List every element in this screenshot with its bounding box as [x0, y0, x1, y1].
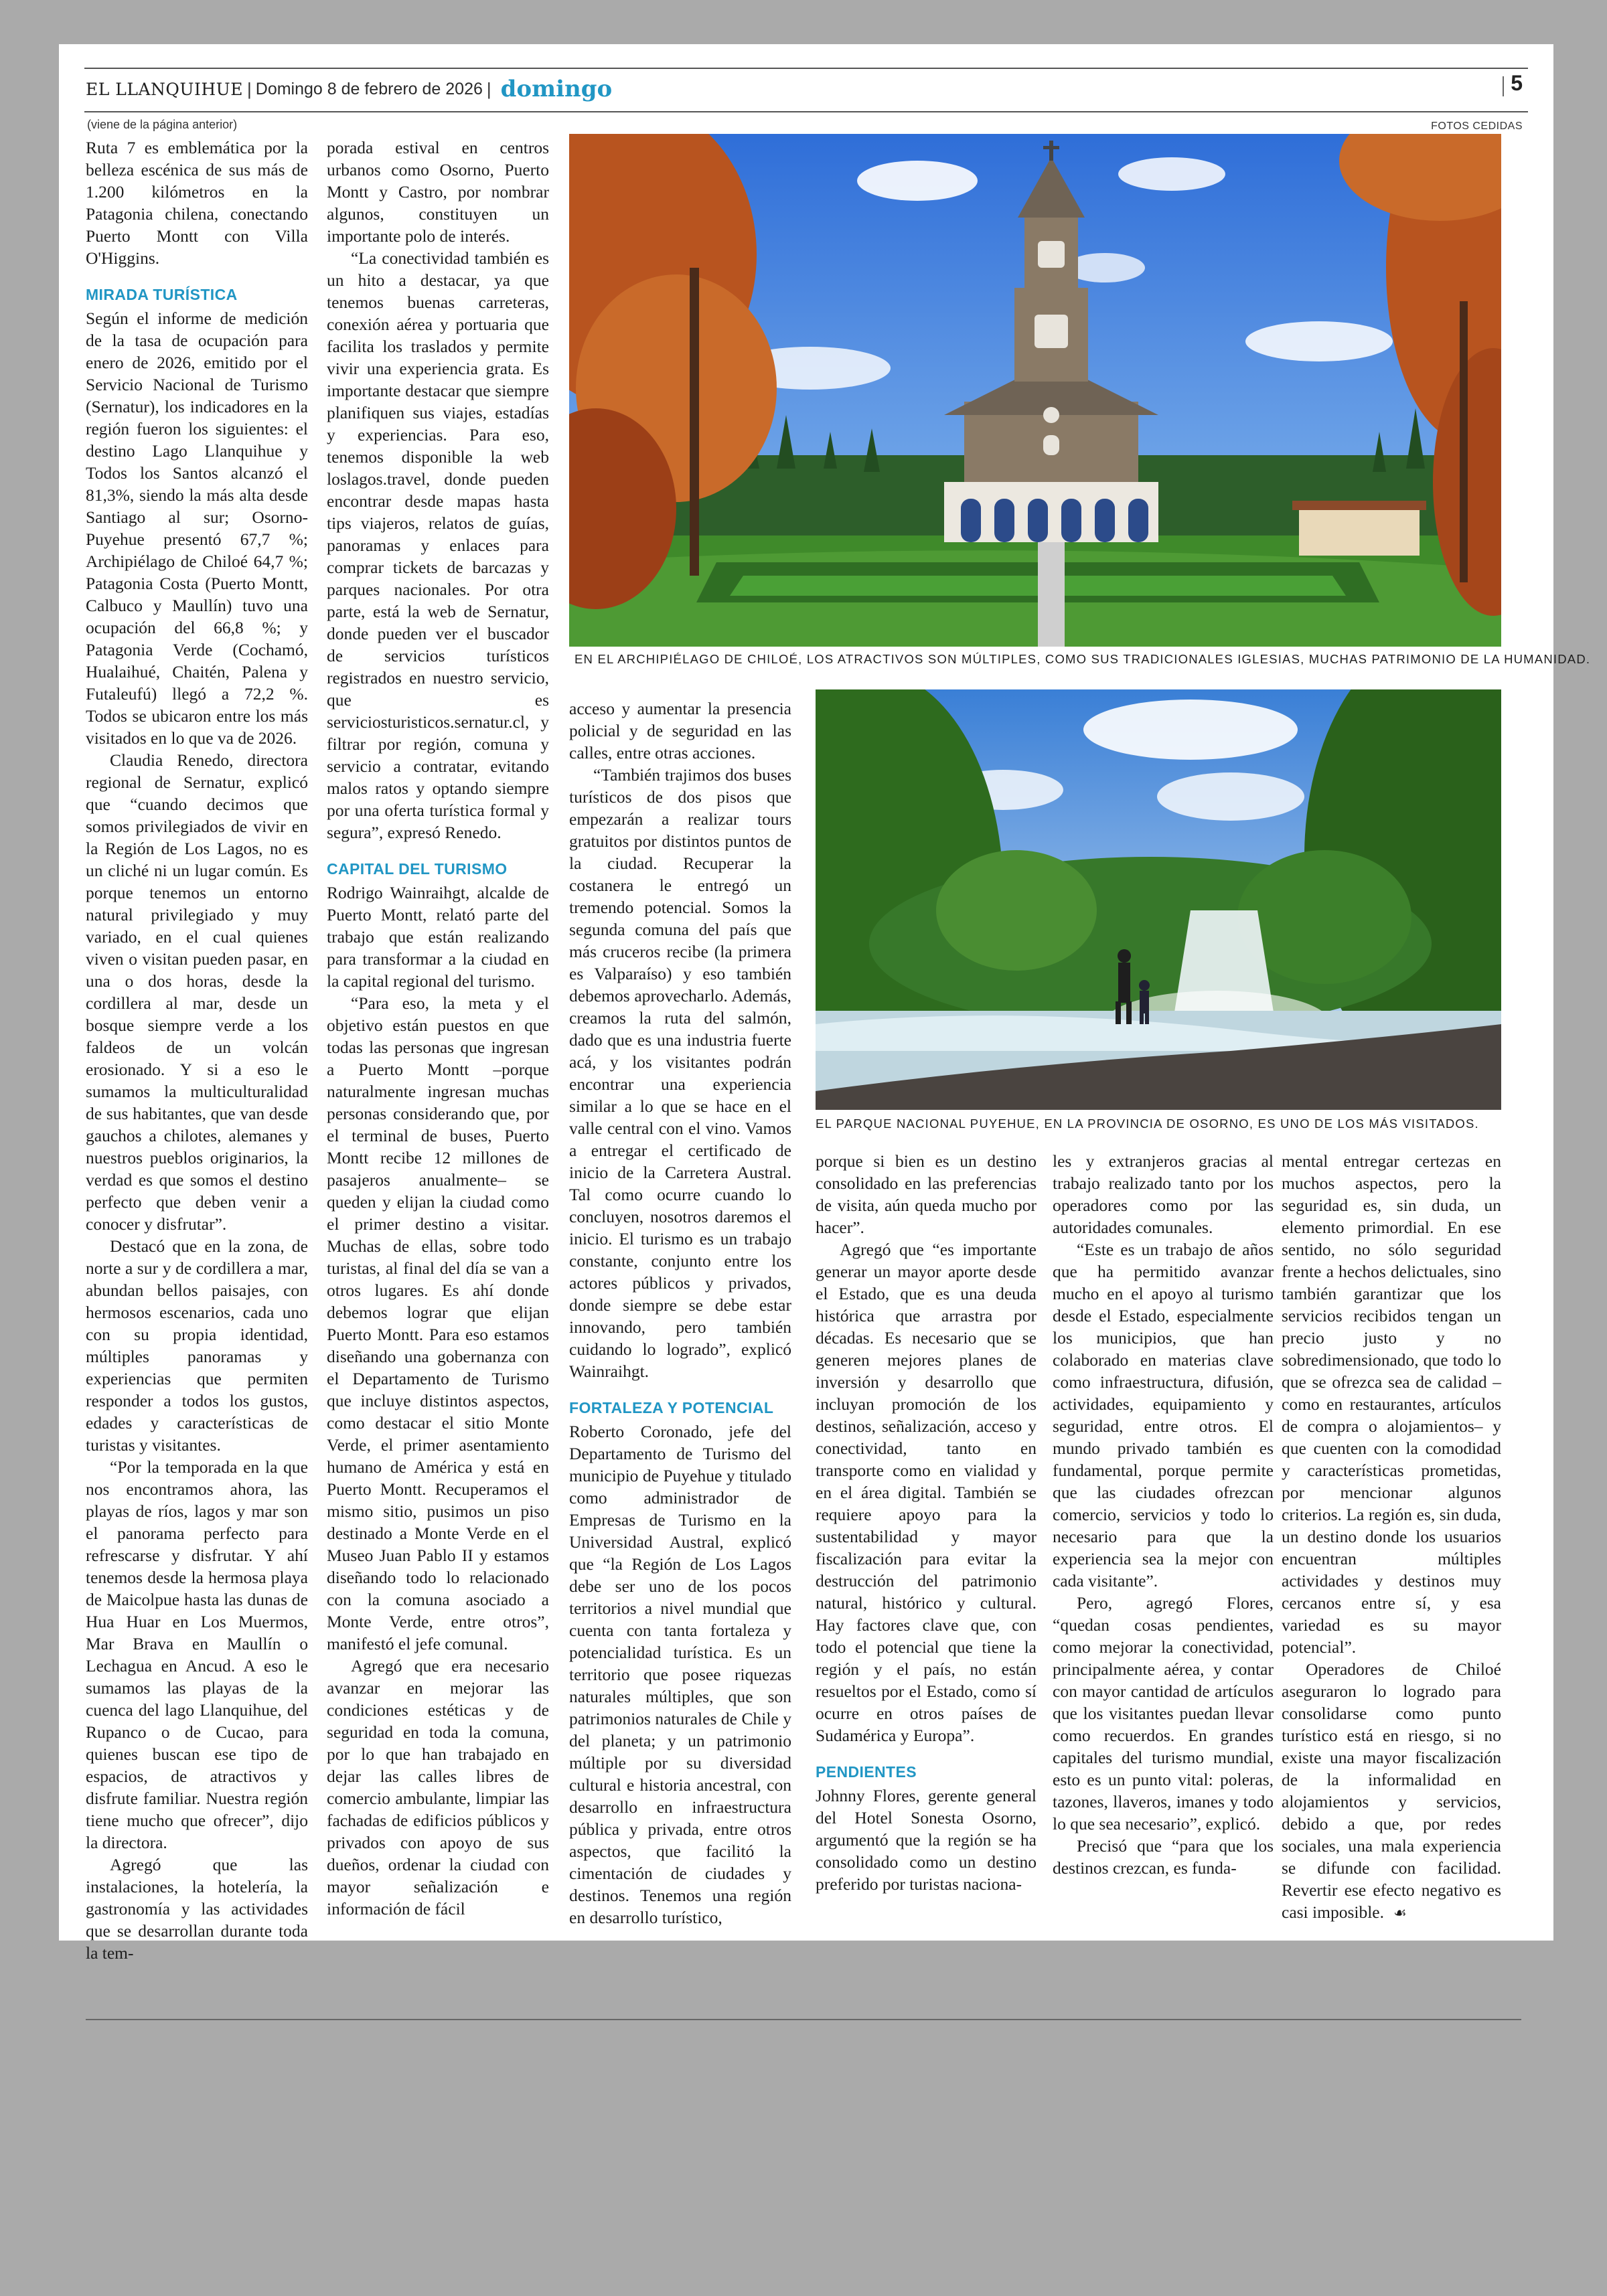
- paragraph: mental entregar certezas en muchos aspectos, pero la seguridad es, sin duda, un elemento primordial. En ese sentido, no sólo seguridad frente a hechos delictuales, sino también garantizar que los servicios recibidos tengan un precio justo y no sobredimensionado, que todo lo que se ofrezca sea de calidad –como en restaurantes, artículos de compra o alojamientos– y que cuenten con la comodidad y características prometidas, por mencionar algunos criterios. La región es, sin duda, un destino donde los usuarios encuentran múltiples actividades y destinos muy cercanos entre sí, y esa variedad es su mayor potencial”.: [1282, 1151, 1501, 1657]
- section-name: domingo: [500, 76, 613, 102]
- article-column-5: [1053, 1150, 1274, 1879]
- paragraph: Ruta 7 es emblemática por la belleza escénica de sus más de 1.200 kilómetros en la Patagonia chilena, conectando Puerto Montt con Villa O'Higgins.: [86, 138, 308, 268]
- header-separator: |: [486, 78, 491, 99]
- newspaper-page: [59, 44, 1591, 1963]
- paragraph: “La conectividad también es un hito a destacar, ya que tenemos buenas carreteras, conexión aérea y portuaria que facilita los traslados y permite vivir una experiencia grata. Es importante destacar que siempre planifiquen sus viajes, estadías y experiencias. Para eso, tenemos disponible la web loslagos.travel, donde pueden encontrar desde mapas hasta tips viajeros, relatos de guías, panoramas y enlaces para comprar tickets de barcazas y parques nacionales. Por otra parte, está la web de Sernatur, donde pueden ver el buscador de servicios turísticos registrados en nuestro servicio, que es serviciosturisticos.sernatur.cl, y filtrar por región, comuna y servicio a contratar, evitando malos ratos y optando siempre por una oferta turística formal y segura”, expresó Renedo.: [327, 248, 549, 842]
- subheading-mirada-turistica: MIRADA TURÍSTICA: [86, 286, 238, 303]
- header-rule-top: [84, 68, 1528, 69]
- paragraph-text: Operadores de Chiloé aseguraron lo logrado para consolidarse como punto turístico está en riesgo, si no existe una mayor fiscalización de la informalidad en alojamientos y servicios, debido a que, por redes sociales, una mala experiencia se difunde con facilidad. Revertir ese efecto negativo es casi imposible.: [1282, 1659, 1501, 1922]
- subheading-fortaleza-y-potencial: FORTALEZA Y POTENCIAL: [569, 1399, 774, 1416]
- article-column-3: [569, 698, 791, 1929]
- paragraph: Roberto Coronado, jefe del Departamento de Turismo del municipio de Puyehue y titulado como administrador de Empresas de Turismo en la Universidad Austral, explicó que “la Región de Los Lagos debe ser uno de los pocos territorios a nivel mundial que cuenta con tanta fortaleza y potencialidad turística. Es un territorio que posee riquezas naturales múltiples, que son patrimonios naturales de Chile y del planeta; y un patrimonio múltiple por su diversidad cultural e historia ancestral, con desarrollo en infraestructura pública y privada, entre otros aspectos, que facilitó la cimentación de ciudades y destinos. Tenemos una región en desarrollo turístico,: [569, 1422, 791, 1927]
- paragraph: Precisó que “para que los destinos crezcan, es funda-: [1053, 1836, 1274, 1878]
- subheading-pendientes: PENDIENTES: [816, 1763, 917, 1781]
- issue-date: Domingo 8 de febrero de 2026: [255, 79, 483, 98]
- paragraph: porada estival en centros urbanos como Osorno, Puerto Montt y Castro, por nombrar algunos, constituyen un importante polo de interés.: [327, 138, 549, 246]
- page-number: 5: [1511, 71, 1523, 95]
- church-photo-caption: EN EL ARCHIPIÉLAGO DE CHILOÉ, LOS ATRACTIVOS SON MÚLTIPLES, COMO SUS TRADICIONALES IGLESIAS, MUCHAS PATRIMONIO DE LA HUMANIDAD.: [575, 652, 1591, 666]
- paragraph: Destacó que en la zona, de norte a sur y de cordillera a mar, abundan bellos paisajes, con hermosos escenarios, cada uno con su propia identidad, múltiples panoramas y experiencias que permiten responder a todos los gustos, edades y características de turistas y visitantes.: [86, 1236, 308, 1455]
- paragraph: porque si bien es un destino consolidado en las preferencias de visita, aún queda mucho por hacer”.: [816, 1151, 1037, 1237]
- church-photo: [569, 134, 1501, 647]
- article-column-4: [816, 1150, 1037, 1895]
- paragraph: [1282, 1658, 1501, 1924]
- paragraph: Rodrigo Wainraihgt, alcalde de Puerto Montt, relató parte del trabajo que están realizando para transformar a la ciudad en la capital regional del turismo.: [327, 883, 549, 991]
- article-column-2: [327, 137, 549, 1920]
- paragraph: Agregó que era necesario avanzar en mejorar las condiciones estéticas y de seguridad en toda la comuna, por lo que han trabajado en dejar las calles libres de comercio ambulante, limpiar las fachadas de edificios públicos y privados con apoyo de sus dueños, ordenar la ciudad con mayor señalización e información de fácil: [327, 1656, 549, 1918]
- paragraph: Agregó que las instalaciones, la hotelería, la gastronomía y las actividades que se desarrollan durante toda la tem-: [86, 1855, 308, 1963]
- paragraph: acceso y aumentar la presencia policial y de seguridad en las calles, entre otras acciones.: [569, 699, 791, 762]
- paragraph: Claudia Renedo, directora regional de Sernatur, explicó que “cuando decimos que somos privilegiados de vivir en la Región de Los Lagos, no es un cliché ni un lugar común. Es porque tenemos un entorno natural privilegiado y muy variado, en el cual quienes viven o visitan pueden pasar, en una o dos horas, desde la cordillera al mar, desde un bosque siempre verde a los faldeos de un volcán erosionado. Y si a eso le sumamos la multiculturalidad de sus habitantes, que van desde gauchos a chilotes, alemanes y nuestros pueblos originarios, la verdad es que somos el destino perfecto que deben venir a conocer y disfrutar”.: [86, 750, 308, 1234]
- newspaper-name: EL LLANQUIHUE: [86, 79, 243, 99]
- paragraph: Según el informe de medición de la tasa de ocupación para enero de 2026, emitido por el Servicio Nacional de Turismo (Sernatur), los indicadores en la región fueron los siguientes: el destino Lago Llanquihue y Todos los Santos alcanzó el 81,3%, siendo la más alta desde Santiago al sur; Osorno-Puyehue presentó 67,7 %; Archipiélago de Chiloé 64,7 %; Patagonia Costa (Puerto Montt, Calbuco y Maullín) tuvo una ocupación del 66,8 %; y Patagonia Verde (Cochamó, Hualaihué, Chaitén, Palena y Futaleufú) llegó a 72,2 %. Todos se ubicaron entre los más visitados en lo que va de 2026.: [86, 309, 308, 748]
- end-of-article-mark: ☙: [1393, 1905, 1407, 1922]
- article-column-1: [86, 137, 308, 1964]
- subheading-capital-del-turismo: CAPITAL DEL TURISMO: [327, 860, 508, 878]
- article-column-6: [1282, 1150, 1501, 1924]
- header-rule-bottom: [84, 111, 1528, 112]
- viewer-divider: [86, 2019, 1521, 2020]
- header-separator: |: [247, 78, 252, 99]
- photo-credit: FOTOS CEDIDAS: [1431, 120, 1523, 132]
- continued-note: (viene de la página anterior): [87, 118, 238, 131]
- paragraph: “Para eso, la meta y el objetivo están puestos en que todas las personas que ingresan a Puerto Montt –porque naturalmente ingresan muchas personas considerando que, por el terminal de buses, Puerto Montt recibe 12 millones de pasajeros anualmente– se queden y elijan la ciudad como el primer destino a visitar. Muchas de ellas, sobre todo turistas, al final del día se van a otros lugares. Es ahí donde debemos lograr que elijan Puerto Montt. Para eso estamos diseñando una gobernanza con el Departamento de Turismo que incluye distintos aspectos, como destacar el sitio Monte Verde, el primer asentamiento humano de América y está en Puerto Montt. Recuperamos el mismo sitio, pusimos un piso destinado a Monte Verde en el Museo Juan Pablo II y estamos diseñando todo lo relacionado con la comuna asociado a Monte Verde, entre otros”, manifestó el jefe comunal.: [327, 993, 549, 1653]
- paragraph: les y extranjeros gracias al trabajo realizado tanto por los operadores como por las autoridades comunales.: [1053, 1151, 1274, 1237]
- waterfall-photo-caption: EL PARQUE NACIONAL PUYEHUE, EN LA PROVINCIA DE OSORNO, ES UNO DE LOS MÁS VISITADOS.: [816, 1117, 1479, 1131]
- waterfall-photo: [816, 689, 1501, 1110]
- paragraph: “También trajimos dos buses turísticos de dos pisos que empezarán a realizar tours gratuitos por distintos puntos de la ciudad. Recuperar la costanera le entregó un tremendo potencial. Somos la segunda comuna del país que más cruceros recibe (la primera es Valparaíso) y eso también debemos aprovecharlo. Además, creamos la ruta del salmón, dado que es una industria fuerte acá, y los visitantes podrán encontrar una experiencia similar a lo que se hace en el valle central con el vino. Vamos a entregar el certificado de inicio de la Carretera Austral. Tal como ocurre cuando lo concluyen, nosotros daremos el inicio. El turismo es un trabajo constante, conjunto entre los actores públicos y privados, donde siempre se debe estar innovando, pero también cuidando lo logrado”, explicó Wainraihgt.: [569, 765, 791, 1381]
- paragraph: Johnny Flores, gerente general del Hotel Sonesta Osorno, argumentó que la región se ha consolidado como un destino preferido por turistas naciona-: [816, 1786, 1037, 1894]
- page-header: [86, 72, 612, 106]
- paragraph: “Por la temporada en la que nos encontramos ahora, las playas de ríos, lagos y mar son el panorama perfecto para refrescarse y disfrutar. Y ahí tenemos desde la hermosa playa de Maicolpue hasta las dunas de Hua Huar en Los Muermos, Mar Brava en Maullín o Lechagua en Ancud. A eso le sumamos las playas de la cuenca del lago Llanquihue, del Rupanco o de Cucao, para quienes buscan ese tipo de espacios, de atractivos y disfrute familiar. Nuestra región tiene mucho que ofrecer”, dijo la directora.: [86, 1457, 308, 1852]
- paragraph: Pero, agregó Flores, “quedan cosas pendientes, como mejorar la conectividad, principalmente aérea, y contar con mayor cantidad de artículos que los visitantes puedan llevar como recuerdos. En grandes capitales del turismo mundial, esto es un punto vital: poleras, tazones, llaveros, imanes y todo lo que sea necesario”, explicó.: [1053, 1593, 1274, 1833]
- paragraph: Agregó que “es importante generar un mayor aporte desde el Estado, que es una deuda histórica que arrastra por décadas. Es necesario que se generen mejores planes de inversión y desarrollo que incluyan promoción de los destinos, señalización, acceso y conectividad, tanto en transporte como en vialidad y en el área digital. También se requiere apoyo para la sustentabilidad y mayor fiscalización para evitar la destrucción del patrimonio natural, histórico y cultural. Hay factores clave que, con todo el potencial que tiene la región y el país, no están resueltos por el Estado, como sí ocurre en otros países de Sudamérica y Europa”.: [816, 1240, 1037, 1745]
- paragraph: “Este es un trabajo de años que ha permitido avanzar mucho en el apoyo al turismo desde el Estado, especialmente los municipios, que han colaborado en materias clave como infraestructura, difusión, actividades, equipamiento y seguridad, entre otros. El mundo privado también es fundamental, porque permite que las ciudades ofrezcan comercio, servicios y todo lo necesario para que la experiencia sea la mejor con cada visitante”.: [1053, 1240, 1274, 1590]
